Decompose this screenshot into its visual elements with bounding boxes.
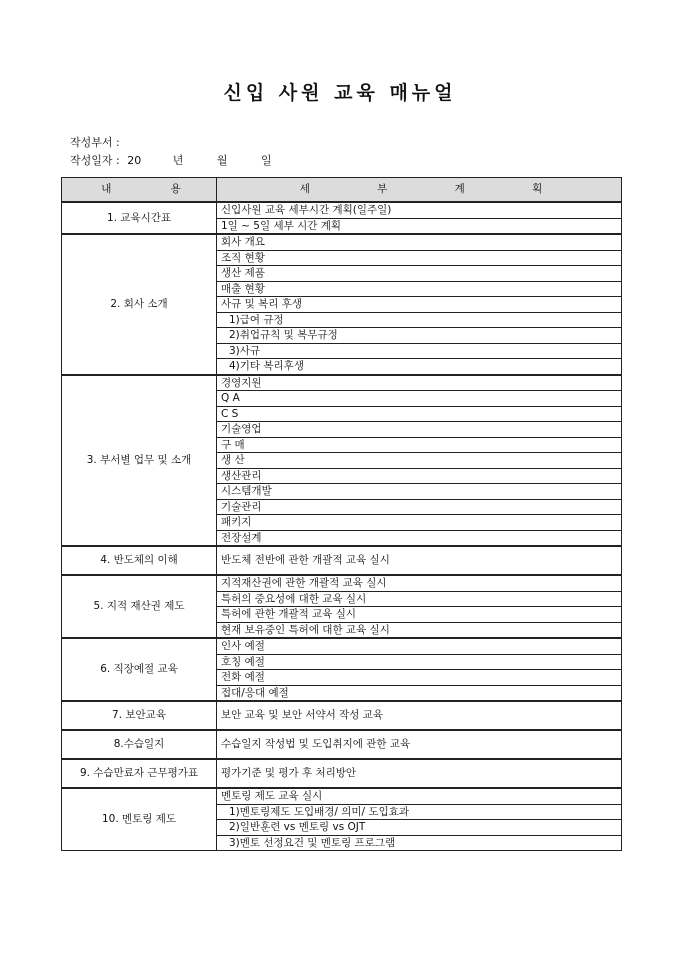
section-category: 2. 회사 소개 <box>62 234 217 375</box>
section-detail-item: 인사 예절 <box>217 638 622 654</box>
day-unit: 일 <box>261 154 272 167</box>
section-category: 5. 지적 재산권 제도 <box>62 575 217 638</box>
table-row <box>62 788 622 804</box>
date-label: 작성일자 : <box>70 154 120 167</box>
section-category: 9. 수습만료자 근무평가표 <box>62 759 217 788</box>
section-category: 6. 직장예절 교육 <box>62 638 217 701</box>
table-body <box>62 202 622 851</box>
document-title: 신입 사원 교육 매뉴얼 <box>223 82 457 104</box>
table-row <box>62 701 622 730</box>
section-detail-item: 신입사원 교육 세부시간 계획(일주일) <box>217 202 622 218</box>
month-unit: 월 <box>216 154 228 167</box>
training-plan-table <box>61 177 622 851</box>
section-detail-item: 매출 현황 <box>217 281 622 297</box>
section-detail-item: 생산 제품 <box>217 266 622 282</box>
table-row <box>62 202 622 218</box>
section-detail-item: 구 매 <box>217 437 622 453</box>
section-detail-item: 1일 ~ 5일 세부 시간 계획 <box>217 218 622 234</box>
section-detail-item: 2)취업규칙 및 복무규정 <box>217 328 622 344</box>
section-detail-item: 기술관리 <box>217 499 622 515</box>
section-detail-item: 전장설계 <box>217 530 622 546</box>
section-detail-item: 회사 개요 <box>217 234 622 250</box>
section-detail-item: 생산관리 <box>217 468 622 484</box>
section-category: 7. 보안교육 <box>62 701 217 730</box>
section-detail-item: 조직 현황 <box>217 250 622 266</box>
section-detail-item: 멘토링 제도 교육 실시 <box>217 788 622 804</box>
section-detail-item: 생 산 <box>217 453 622 469</box>
section-detail-item: 2)일반훈련 vs 멘토링 vs OJT <box>217 820 622 836</box>
author-department-label: 작성부서 : <box>70 136 120 149</box>
section-category: 10. 멘토링 제도 <box>62 788 217 851</box>
section-detail-item: 1)멘토링제도 도입배경/ 의미/ 도입효과 <box>217 804 622 820</box>
section-detail-item: 시스템개발 <box>217 484 622 500</box>
section-category: 3. 부서별 업무 및 소개 <box>62 375 217 547</box>
section-detail-item: 기술영업 <box>217 422 622 438</box>
year-unit: 년 <box>172 154 184 167</box>
section-detail-item: 평가기준 및 평가 후 처리방안 <box>217 759 622 788</box>
table-row <box>62 234 622 250</box>
section-detail-item: 반도체 전반에 관한 개괄적 교육 실시 <box>217 546 622 575</box>
header-content: 내 용 <box>62 178 217 203</box>
section-category: 4. 반도체의 이해 <box>62 546 217 575</box>
section-category: 1. 교육시간표 <box>62 202 217 234</box>
section-detail-item: 보안 교육 및 보안 서약서 작성 교육 <box>217 701 622 730</box>
date-year: 20 <box>127 154 142 167</box>
author-date-line <box>70 152 272 168</box>
section-detail-item: 전화 예절 <box>217 670 622 686</box>
table-row <box>62 638 622 654</box>
section-detail-item: 특허에 관한 개괄적 교육 실시 <box>217 607 622 623</box>
section-detail-item: C S <box>217 406 622 422</box>
section-detail-item: 패키지 <box>217 515 622 531</box>
table-header-row <box>62 178 622 203</box>
section-category: 8.수습일지 <box>62 730 217 759</box>
table-row <box>62 546 622 575</box>
section-detail-item: 사규 및 복리 후생 <box>217 297 622 313</box>
table-row <box>62 575 622 591</box>
section-detail-item: 3)사규 <box>217 343 622 359</box>
section-detail-item: 지적재산권에 관한 개괄적 교육 실시 <box>217 575 622 591</box>
section-detail-item: 3)멘토 선정요건 및 멘토링 프로그램 <box>217 835 622 851</box>
section-detail-item: 접대/응대 예절 <box>217 685 622 701</box>
section-detail-item: 특허의 중요성에 대한 교육 실시 <box>217 591 622 607</box>
section-detail-item: 호칭 예절 <box>217 654 622 670</box>
table-row <box>62 759 622 788</box>
section-detail-item: 1)급여 규정 <box>217 312 622 328</box>
header-detail-plan: 세 부 계 획 <box>217 178 622 203</box>
section-detail-item: 경영지원 <box>217 375 622 391</box>
section-detail-item: Q A <box>217 391 622 407</box>
section-detail-item: 현재 보유중인 특허에 대한 교육 실시 <box>217 622 622 638</box>
section-detail-item: 수습일지 작성법 및 도입취지에 관한 교육 <box>217 730 622 759</box>
table-row <box>62 730 622 759</box>
table-row <box>62 375 622 391</box>
section-detail-item: 4)기타 복리후생 <box>217 359 622 375</box>
